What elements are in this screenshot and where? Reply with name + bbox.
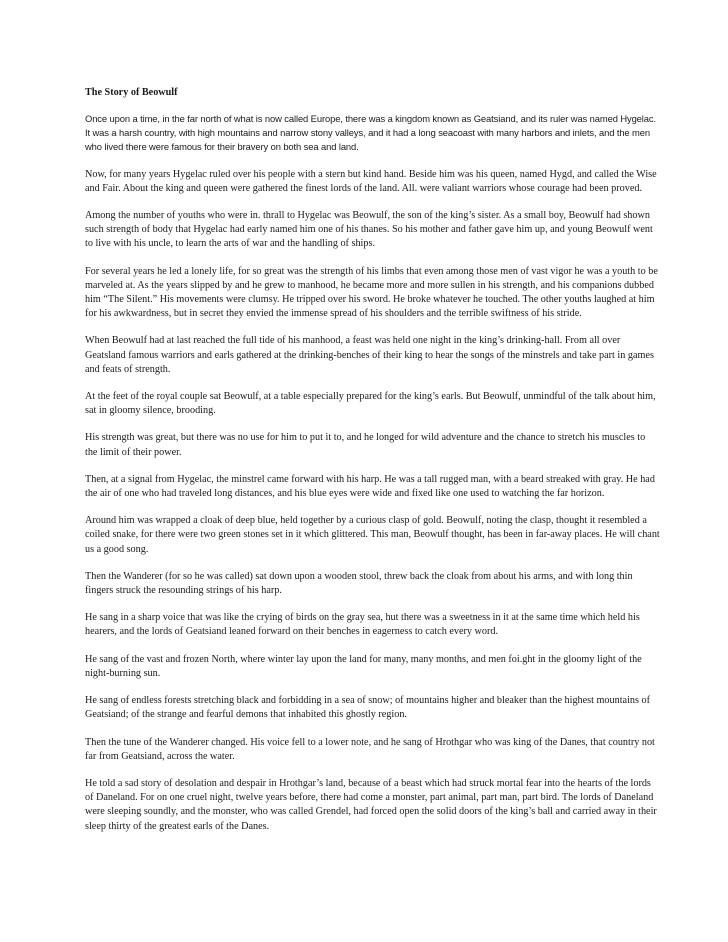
paragraph-9: Around him was wrapped a cloak of deep blue, held together by a curious clasp of gold. Beowulf, noting the clasp, thought it resembled a coiled snake, for there were two green stones set in it which glittered. This man, Beowulf thought, has been in far-away places. He will chant us a good song. <box>85 515 660 555</box>
document-title: The Story of Beowulf <box>85 87 178 98</box>
paragraph-4: For several years he led a lonely life, for so great was the strength of his limbs that even among those men of vast vigor he was a youth to be marveled at. As the years slipped by and he grew to manhood, he became more and more sullen in his strength, and his companions dubbed him “The Silent.” His movements were clumsy. He tripped over his sword. He broke whatever he touched. The other youths laughed at him for his awkwardness, but in secret they envied the immense spread of his shoulders and the terrible swiftness of his stride. <box>85 265 658 320</box>
paragraph-15: He told a sad story of desolation and despair in Hrothgar’s land, because of a beast which had struck mortal fear into the hearts of the lords of Daneland. For on one cruel night, twelve years before, there had come a monster, part animal, part man, part bird. The lords of Daneland were sleeping soundly, and the monster, who was called Grendel, had forced open the solid doors of the king’s ball and carried away in their sleep thirty of the greatest earls of the Danes. <box>85 777 657 832</box>
document-body <box>85 86 660 847</box>
paragraph-14: Then the tune of the Wanderer changed. His voice fell to a lower note, and he sang of Hrothgar who was king of the Danes, that country not far from Geatsiand, across the water. <box>85 736 655 762</box>
paragraph-2: Now, for many years Hygelac ruled over his people with a stern but kind hand. Beside him was his queen, named Hygd, and called the Wise and Fair. About the king and queen were gathered the finest lords of the land. All. were valiant warriors whose courage had been proved. <box>85 168 657 194</box>
paragraph-6: At the feet of the royal couple sat Beowulf, at a table especially prepared for the king’s earls. But Beowulf, unmindful of the talk about him, sat in gloomy silence, brooding. <box>85 391 656 417</box>
paragraph-1: Once upon a time, in the far north of what is now called Europe, there was a kingdom known as Geatsiand, and its ruler was named Hygelac. It was a harsh country, with high mountains and narrow stony valleys, and it had a long seacoast with many harbors and inlets, and the men who lived there were famous for their bravery on both sea and land. <box>85 113 656 153</box>
paragraph-5: When Beowulf had at last reached the full tide of his manhood, a feast was held one night in the king’s drinking-hall. From all over Geatsland famous warriors and earls gathered at the drinking-benches of their king to hear the songs of the minstrels and take part in games and feats of strength. <box>85 335 654 375</box>
paragraph-10: Then the Wanderer (for so he was called) sat down upon a wooden stool, threw back the cloak from about his arms, and with long thin fingers struck the resounding strings of his harp. <box>85 570 633 597</box>
paragraph-8: Then, at a signal from Hygelac, the minstrel came forward with his harp. He was a tall rugged man, with a beard streaked with gray. He had the air of one who had traveled long distances, and his blue eyes were wide and fixed like one used to watching the far horizon. <box>85 473 655 500</box>
paragraph-7: His strength was great, but there was no use for him to put it to, and he longed for wild adventure and the chance to stretch his muscles to the limit of their power. <box>85 432 646 458</box>
paragraph-12: He sang of the vast and frozen North, where winter lay upon the land for many, many months, and men foi.ght in the gloomy light of the night-burning sun. <box>85 653 642 679</box>
paragraph-13: He sang of endless forests stretching black and forbidding in a sea of snow; of mountains higher and bleaker than the highest mountains of Geatsiand; of the strange and fearful demons that inhabited this ghostly region. <box>85 695 650 721</box>
paragraph-3: Among the number of youths who were in. thrall to Hygelac was Beowulf, the son of the king’s sister. As a small boy, Beowulf had shown such strength of body that Hygelac had early named him one of his thanes. So his mother and father gave him up, and young Beowulf went to live with his uncle, to learn the arts of war and the handling of ships. <box>85 210 653 250</box>
paragraph-11: He sang in a sharp voice that was like the crying of birds on the gray sea, hut there was a sweetness in it at the same time which held his hearers, and the lords of Geatsiand leaned forward on their benches in eagerness to catch every word. <box>85 612 640 638</box>
